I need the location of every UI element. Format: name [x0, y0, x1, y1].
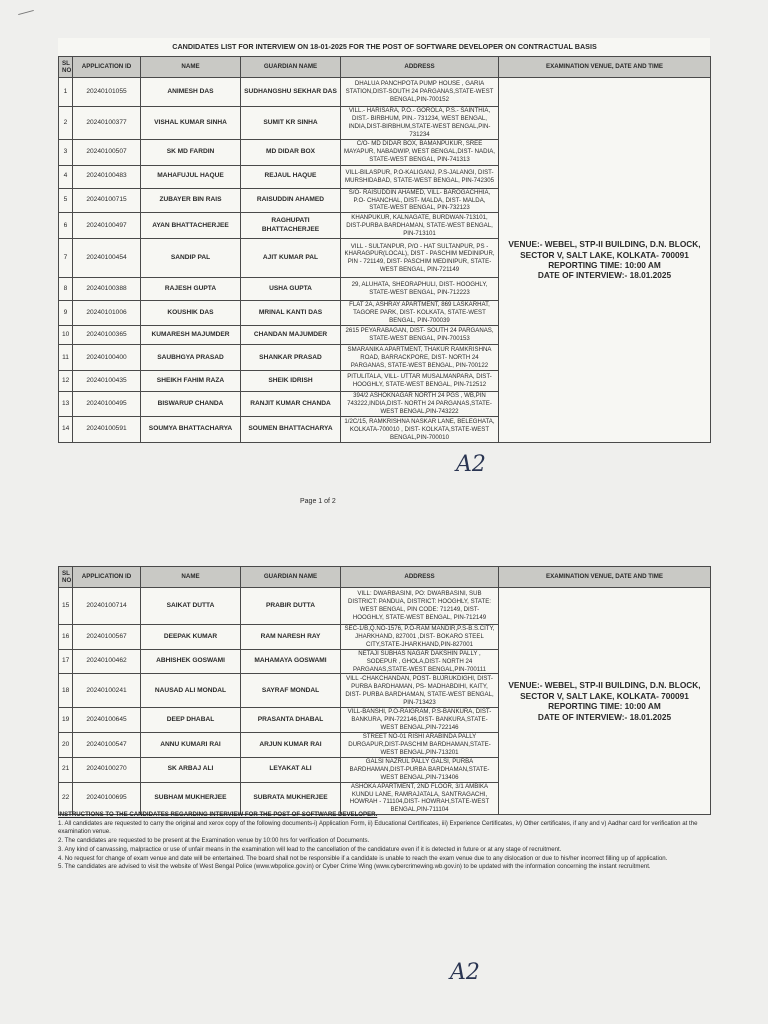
venue-line3: DATE OF INTERVIEW:- 18.01.2025	[537, 270, 672, 281]
row-sl-no: 4	[59, 165, 73, 188]
venue-line2: REPORTING TIME: 10:00 AM	[548, 260, 661, 271]
row-address: KHANPUKUR, KALNAGATE, BURDWAN-713101, DIST-PURBA BARDHAMAN, STATE-WEST BENGAL, PIN-713101	[341, 213, 499, 239]
row-guardian-name: MAHAMAYA GOSWAMI	[241, 649, 341, 674]
row-sl-no: 10	[59, 326, 73, 345]
row-guardian-name: SAYRAF MONDAL	[241, 674, 341, 708]
row-sl-no: 1	[59, 78, 73, 107]
row-sl-no: 21	[59, 757, 73, 782]
table-row	[59, 588, 711, 625]
row-application-id: 20240101055	[73, 78, 141, 107]
row-application-id: 20240100435	[73, 371, 141, 392]
row-address: SMARANIKA APARTMENT, THAKUR RAMKRISHNA ROAD, BARRACKPORE, DIST- NORTH 24 PARGANAS, STATE-WEST BENGAL, PIN-700122	[341, 345, 499, 371]
row-name: BISWARUP CHANDA	[141, 392, 241, 417]
row-sl-no: 12	[59, 371, 73, 392]
row-sl-no: 8	[59, 278, 73, 301]
header-application-id: APPLICATION ID	[73, 57, 141, 78]
row-guardian-name: SHEIK IDRISH	[241, 371, 341, 392]
row-name: SUBHAM MUKHERJEE	[141, 782, 241, 815]
header-name: NAME	[141, 567, 241, 588]
row-name: SANDIP PAL	[141, 239, 241, 278]
row-guardian-name: CHANDAN MAJUMDER	[241, 326, 341, 345]
row-name: VISHAL KUMAR SINHA	[141, 107, 241, 140]
candidate-table-page-1	[58, 38, 710, 443]
header-application-id: APPLICATION ID	[73, 567, 141, 588]
row-application-id: 20240100270	[73, 757, 141, 782]
instruction-item: 4. No request for change of exam venue and date will be entertained. The board shall not be responsible if a candidate is unable to reach the exam venue due to any dislocation or due to his/her incorrect filling up of application.	[58, 854, 668, 862]
row-application-id: 20240100400	[73, 345, 141, 371]
row-address: 394/2 ASHOKNAGAR NORTH 24 PGS , WB,PIN 743222,INDIA,DIST- NORTH 24 PARGANAS,STATE-WEST BENGAL,PIN-743222	[341, 392, 499, 417]
row-sl-no: 19	[59, 708, 73, 733]
instructions-title: INSTRUCTIONS TO THE CANDIDATES REGARDING INTERVIEW FOR THE POST OF SOFTWARE DEVELOPER.	[58, 811, 378, 818]
row-guardian-name: ARJUN KUMAR RAI	[241, 733, 341, 758]
row-guardian-name: RAM NARESH RAY	[241, 625, 341, 650]
header-venue: EXAMINATION VENUE, DATE AND TIME	[499, 57, 711, 78]
row-address: GALSI NAZRUL PALLY GALSI, PURBA BARDHAMAN,DIST-PURBA BARDHAMAN,STATE-WEST BENGAL,PIN-713406	[341, 757, 499, 782]
row-application-id: 20240100547	[73, 733, 141, 758]
table-row	[59, 78, 711, 107]
row-address: VILL-BANSHI, P.O-RAIGRAM, P.S-BANKURA, DIST-BANKURA, PIN-722146,DIST- BANKURA,STATE-WEST BENGAL,PIN-722146	[341, 708, 499, 733]
row-application-id: 20240100591	[73, 417, 141, 443]
header-name: NAME	[141, 57, 241, 78]
row-sl-no: 9	[59, 301, 73, 326]
row-name: SK ARBAJ ALI	[141, 757, 241, 782]
instruction-item: 5. The candidates are advised to visit the website of West Bengal Police (www.wbpolice.gov.in) or Cyber Crime Wing (www.cybercrimewing.wb.gov.in) to be updated with the information concerning the instant recruitment.	[58, 863, 651, 871]
row-sl-no: 22	[59, 782, 73, 815]
row-address: VILL: DWARBASINI, PO: DWARBASINI, SUB DISTRICT: PANDUA, DISTRICT: HOOGHLY, STATE: WEST BENGAL, PIN CODE: 712149, DIST- HOOGHLY, STATE-WEST BENGAL, PIN-712149	[341, 588, 499, 625]
row-address: VILL.- HARISARA, P.O.- GOROLA, P.S.- SAINTHIA, DIST.- BIRBHUM, PIN.- 731234, WEST BENGAL, INDIA,DIST-BIRBHUM,STATE-WEST BENGAL,PIN-731234	[341, 107, 499, 140]
row-application-id: 20240100365	[73, 326, 141, 345]
signature: A2	[456, 452, 486, 477]
row-name: RAJESH GUPTA	[141, 278, 241, 301]
venue-cell	[499, 588, 711, 815]
row-application-id: 20240100567	[73, 625, 141, 650]
row-name: ZUBAYER BIN RAIS	[141, 188, 241, 213]
header-guardian-name: GUARDIAN NAME	[241, 57, 341, 78]
row-sl-no: 11	[59, 345, 73, 371]
row-name: ABHISHEK GOSWAMI	[141, 649, 241, 674]
table-title: CANDIDATES LIST FOR INTERVIEW ON 18-01-2025 FOR THE POST OF SOFTWARE DEVELOPER ON CONTRACTUAL BASIS	[59, 38, 711, 57]
row-address: NETAJI SUBHAS NAGAR DAKSHIN PALLY , SODEPUR , GHOLA,DIST- NORTH 24 PARGANAS,STATE-WEST BENGAL,PIN-700111	[341, 649, 499, 674]
row-address: S/O- RAISUDDIN AHAMED, VILL- BAROGACHHIA, P.O- CHANCHAL, DIST- MALDA, DIST- MALDA, STATE-WEST BENGAL, PIN-732123	[341, 188, 499, 213]
header-sl-no: SL NO	[59, 567, 73, 588]
row-application-id: 20240100507	[73, 139, 141, 165]
row-name: DEEPAK KUMAR	[141, 625, 241, 650]
instruction-item: 3. Any kind of canvassing, malpractice or use of unfair means in the examination will lead to the cancellation of the candidature even if it is detected in future or at any stage of recruitment.	[58, 845, 562, 853]
venue-line2: REPORTING TIME: 10:00 AM	[548, 701, 661, 712]
row-guardian-name: MRINAL KANTI DAS	[241, 301, 341, 326]
row-address: 1/2C/15, RAMKRISHNA NASKAR LANE, BELEGHATA, KOLKATA-700010 , DIST- KOLKATA,STATE-WEST BENGAL,PIN-700010	[341, 417, 499, 443]
row-name: DEEP DHABAL	[141, 708, 241, 733]
row-sl-no: 15	[59, 588, 73, 625]
pen-mark	[18, 10, 34, 15]
row-guardian-name: AJIT KUMAR PAL	[241, 239, 341, 278]
row-application-id: 20240100495	[73, 392, 141, 417]
header-sl-no: SL NO	[59, 57, 73, 78]
row-guardian-name: USHA GUPTA	[241, 278, 341, 301]
row-application-id: 20240100388	[73, 278, 141, 301]
venue-line1: VENUE:- WEBEL, STP-II BUILDING, D.N. BLOCK, SECTOR V, SALT LAKE, KOLKATA- 700091	[508, 680, 701, 701]
row-address: 2615 PEYARABAGAN, DIST- SOUTH 24 PARGANAS, STATE-WEST BENGAL, PIN-700153	[341, 326, 499, 345]
venue-line1: VENUE:- WEBEL, STP-II BUILDING, D.N. BLOCK, SECTOR V, SALT LAKE, KOLKATA- 700091	[508, 239, 701, 260]
row-sl-no: 20	[59, 733, 73, 758]
row-application-id: 20240101006	[73, 301, 141, 326]
row-name: SAUBHGYA PRASAD	[141, 345, 241, 371]
header-address: ADDRESS	[341, 57, 499, 78]
row-guardian-name: RAISUDDIN AHAMED	[241, 188, 341, 213]
row-name: KOUSHIK DAS	[141, 301, 241, 326]
row-name: NAUSAD ALI MONDAL	[141, 674, 241, 708]
row-application-id: 20240100645	[73, 708, 141, 733]
row-name: KUMARESH MAJUMDER	[141, 326, 241, 345]
row-sl-no: 2	[59, 107, 73, 140]
venue-cell	[499, 78, 711, 443]
row-name: SK MD FARDIN	[141, 139, 241, 165]
row-guardian-name: SUMIT KR SINHA	[241, 107, 341, 140]
row-application-id: 20240100483	[73, 165, 141, 188]
row-guardian-name: SUDHANGSHU SEKHAR DAS	[241, 78, 341, 107]
row-guardian-name: RANJIT KUMAR CHANDA	[241, 392, 341, 417]
candidate-table-page-2	[58, 566, 710, 815]
row-name: MAHAFUJUL HAQUE	[141, 165, 241, 188]
instructions-block	[58, 811, 712, 872]
row-application-id: 20240100462	[73, 649, 141, 674]
venue-line3: DATE OF INTERVIEW:- 18.01.2025	[537, 711, 672, 722]
row-application-id: 20240100497	[73, 213, 141, 239]
row-sl-no: 16	[59, 625, 73, 650]
row-guardian-name: PRASANTA DHABAL	[241, 708, 341, 733]
row-guardian-name: SHANKAR PRASAD	[241, 345, 341, 371]
row-guardian-name: PRABIR DUTTA	[241, 588, 341, 625]
row-name: SHEIKH FAHIM RAZA	[141, 371, 241, 392]
row-application-id: 20240100377	[73, 107, 141, 140]
row-application-id: 20240100454	[73, 239, 141, 278]
row-sl-no: 17	[59, 649, 73, 674]
row-sl-no: 14	[59, 417, 73, 443]
row-sl-no: 5	[59, 188, 73, 213]
row-address: VILL-BILASPUR, P.O-KALIGANJ, P.S-JALANGI, DIST-MURSHIDABAD, STATE-WEST BENGAL, PIN-742305	[341, 165, 499, 188]
row-guardian-name: LEYAKAT ALI	[241, 757, 341, 782]
row-address: C/O- MD DIDAR BOX, BAMANPUKUR, SREE MAYAPUR, NABADWIP, WEST BENGAL,DIST- NADIA, STATE-WEST BENGAL, PIN-741313	[341, 139, 499, 165]
row-address: STREET NO-01 RISHI ARABINDA PALLY DURGAPUR,DIST-PASCHIM BARDHAMAN,STATE-WEST BENGAL,PIN-713201	[341, 733, 499, 758]
signature: A2	[450, 960, 480, 985]
row-guardian-name: REJAUL HAQUE	[241, 165, 341, 188]
row-guardian-name: SOUMEN BHATTACHARYA	[241, 417, 341, 443]
row-address: VILL - SULTANPUR, P/O - HAT SULTANPUR, PS - KHARAGPUR(LOCAL), DIST - PASCHIM MEDINIPUR, PIN - 721149, DIST- PASCHIM MEDINIPUR, STATE-WEST BENGAL, PIN-721149	[341, 239, 499, 278]
row-sl-no: 13	[59, 392, 73, 417]
row-application-id: 20240100241	[73, 674, 141, 708]
row-guardian-name: RAGHUPATI BHATTACHERJEE	[241, 213, 341, 239]
row-sl-no: 6	[59, 213, 73, 239]
header-guardian-name: GUARDIAN NAME	[241, 567, 341, 588]
row-sl-no: 18	[59, 674, 73, 708]
row-address: DHALUA PANCHPOTA PUMP HOUSE , GARIA STATION,DIST-SOUTH 24 PARGANAS,STATE-WEST BENGAL,PIN-700152	[341, 78, 499, 107]
row-application-id: 20240100714	[73, 588, 141, 625]
row-address: SEC-1/B,Q.NO-1576, P.O-RAM MANDIR,P.S-B.S.CITY, JHARKHAND, 827001 ,DIST- BOKARO STEEL CITY,STATE-JHARKHAND,PIN-827001	[341, 625, 499, 650]
row-address: FLAT 2A, ASHRAY APARTMENT, 869 LASKARHAT, TAGORE PARK, DIST- KOLKATA, STATE-WEST BENGAL, PIN-700039	[341, 301, 499, 326]
row-application-id: 20240100715	[73, 188, 141, 213]
header-address: ADDRESS	[341, 567, 499, 588]
row-name: SOUMYA BHATTACHARYA	[141, 417, 241, 443]
row-name: AYAN BHATTACHERJEE	[141, 213, 241, 239]
row-address: VILL -CHAKCHANDAN, POST- BUJRUKDIGHI, DIST- PURBA BARDHAMAN, PS- MADHABDIHI, KAITY, DIST- PURBA BARDHAMAN, STATE-WEST BENGAL, PIN-713423	[341, 674, 499, 708]
row-sl-no: 3	[59, 139, 73, 165]
page-number: Page 1 of 2	[300, 498, 336, 505]
row-address: ASHOKA APARTMENT, 2ND FLOOR, 3/1 AMBIKA KUNDU LANE, RAMRAJATALA, SANTRAGACHI, HOWRAH - 711104,DIST- HOWRAH,STATE-WEST BENGAL,PIN-711104	[341, 782, 499, 815]
row-guardian-name: SUBRATA MUKHERJEE	[241, 782, 341, 815]
row-sl-no: 7	[59, 239, 73, 278]
row-address: 29, ALUHATA, SHEORAPHULI, DIST- HOOGHLY, STATE-WEST BENGAL, PIN-712223	[341, 278, 499, 301]
header-venue: EXAMINATION VENUE, DATE AND TIME	[499, 567, 711, 588]
row-name: SAIKAT DUTTA	[141, 588, 241, 625]
row-name: ANNU KUMARI RAI	[141, 733, 241, 758]
instruction-item: 2. The candidates are requested to be present at the Examination venue by 10:00 hrs for verification of Documents.	[58, 837, 370, 845]
row-application-id: 20240100695	[73, 782, 141, 815]
row-name: ANIMESH DAS	[141, 78, 241, 107]
row-guardian-name: MD DIDAR BOX	[241, 139, 341, 165]
row-address: PITULITALA, VILL- UTTAR MUSALMANPARA, DIST- HOOGHLY, STATE-WEST BENGAL, PIN-712512	[341, 371, 499, 392]
instruction-item: 1. All candidates are requested to carry the original and xerox copy of the following documents-i) Application Form, ii) Educational Certificates, iii) Experience Certificates, iv) Other certificates, if any and v) Aadhar card for verification at the examination venue.	[58, 819, 698, 836]
